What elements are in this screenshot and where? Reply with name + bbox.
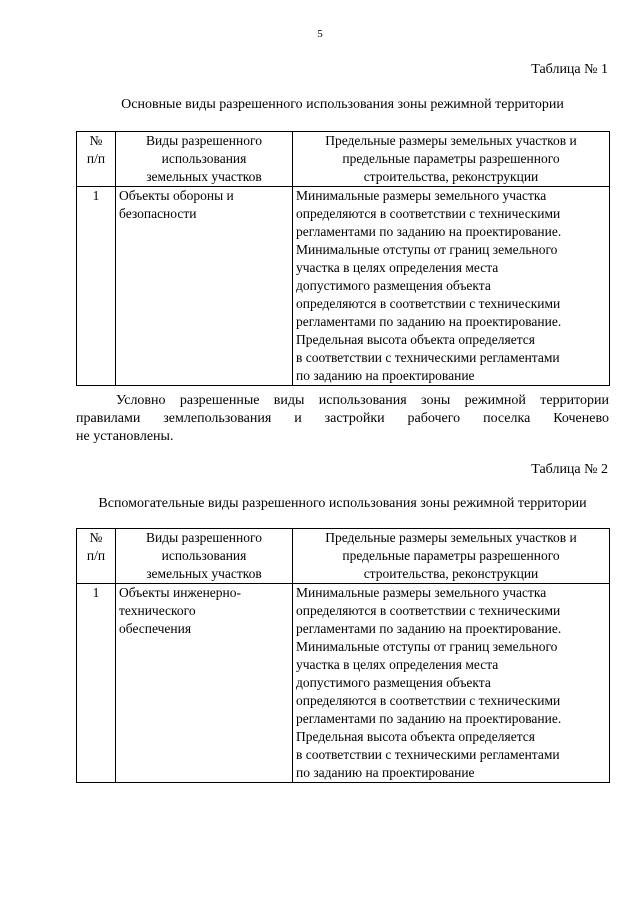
table2-caption: Вспомогательные виды разрешенного использования зоны режимной территории — [98, 496, 587, 511]
table2-label: Таблица № 2 — [531, 462, 608, 477]
table1 — [76, 131, 610, 386]
table2-header-limits: Предельные размеры земельных участков и предельные параметры разрешенного строительства, реконструкции — [293, 529, 610, 584]
table1-header-num: № п/п — [77, 132, 116, 187]
table1-header-kind: Виды разрешенного использования земельных участков — [116, 132, 293, 187]
table1-row1-kind: Объекты обороны и безопасности — [116, 187, 293, 386]
paragraph-line: Условно разрешенные виды использования зоны режимной территории — [116, 393, 609, 408]
table1-label: Таблица № 1 — [531, 62, 608, 77]
table2-row1-kind: Объекты инженерно- технического обеспечения — [116, 584, 293, 783]
table2 — [76, 528, 610, 783]
table2-header-num: № п/п — [77, 529, 116, 584]
paragraph-line: правилами землепользования и застройки рабочего поселка Коченево — [76, 411, 609, 426]
paragraph-line: не установлены. — [76, 429, 174, 444]
table-row — [77, 187, 610, 386]
table1-row1-limits: Минимальные размеры земельного участка определяются в соответствии с техническими регламентами по заданию на проектирование. Минимальные отступы от границ земельного участка в целях определения места допустимого размещения объекта определяются в соответствии с техническими регламентами по заданию на проектирование. Предельная высота объекта определяется в соответствии с техническими регламентами по заданию на проектирование — [293, 187, 610, 386]
table1-row1-num: 1 — [77, 187, 116, 386]
table-row — [77, 584, 610, 783]
table2-header-kind: Виды разрешенного использования земельных участков — [116, 529, 293, 584]
page-number: 5 — [317, 28, 323, 40]
table2-row1-limits: Минимальные размеры земельного участка определяются в соответствии с техническими регламентами по заданию на проектирование. Минимальные отступы от границ земельного участка в целях определения места допустимого размещения объекта определяются в соответствии с техническими регламентами по заданию на проектирование. Предельная высота объекта определяется в соответствии с техническими регламентами по заданию на проектирование — [293, 584, 610, 783]
conditional-use-paragraph — [76, 392, 609, 446]
table1-header-limits: Предельные размеры земельных участков и предельные параметры разрешенного строительства, реконструкции — [293, 132, 610, 187]
table1-header-row — [77, 132, 610, 187]
table2-header-row — [77, 529, 610, 584]
table1-caption: Основные виды разрешенного использования зоны режимной территории — [121, 97, 564, 112]
table2-row1-num: 1 — [77, 584, 116, 783]
